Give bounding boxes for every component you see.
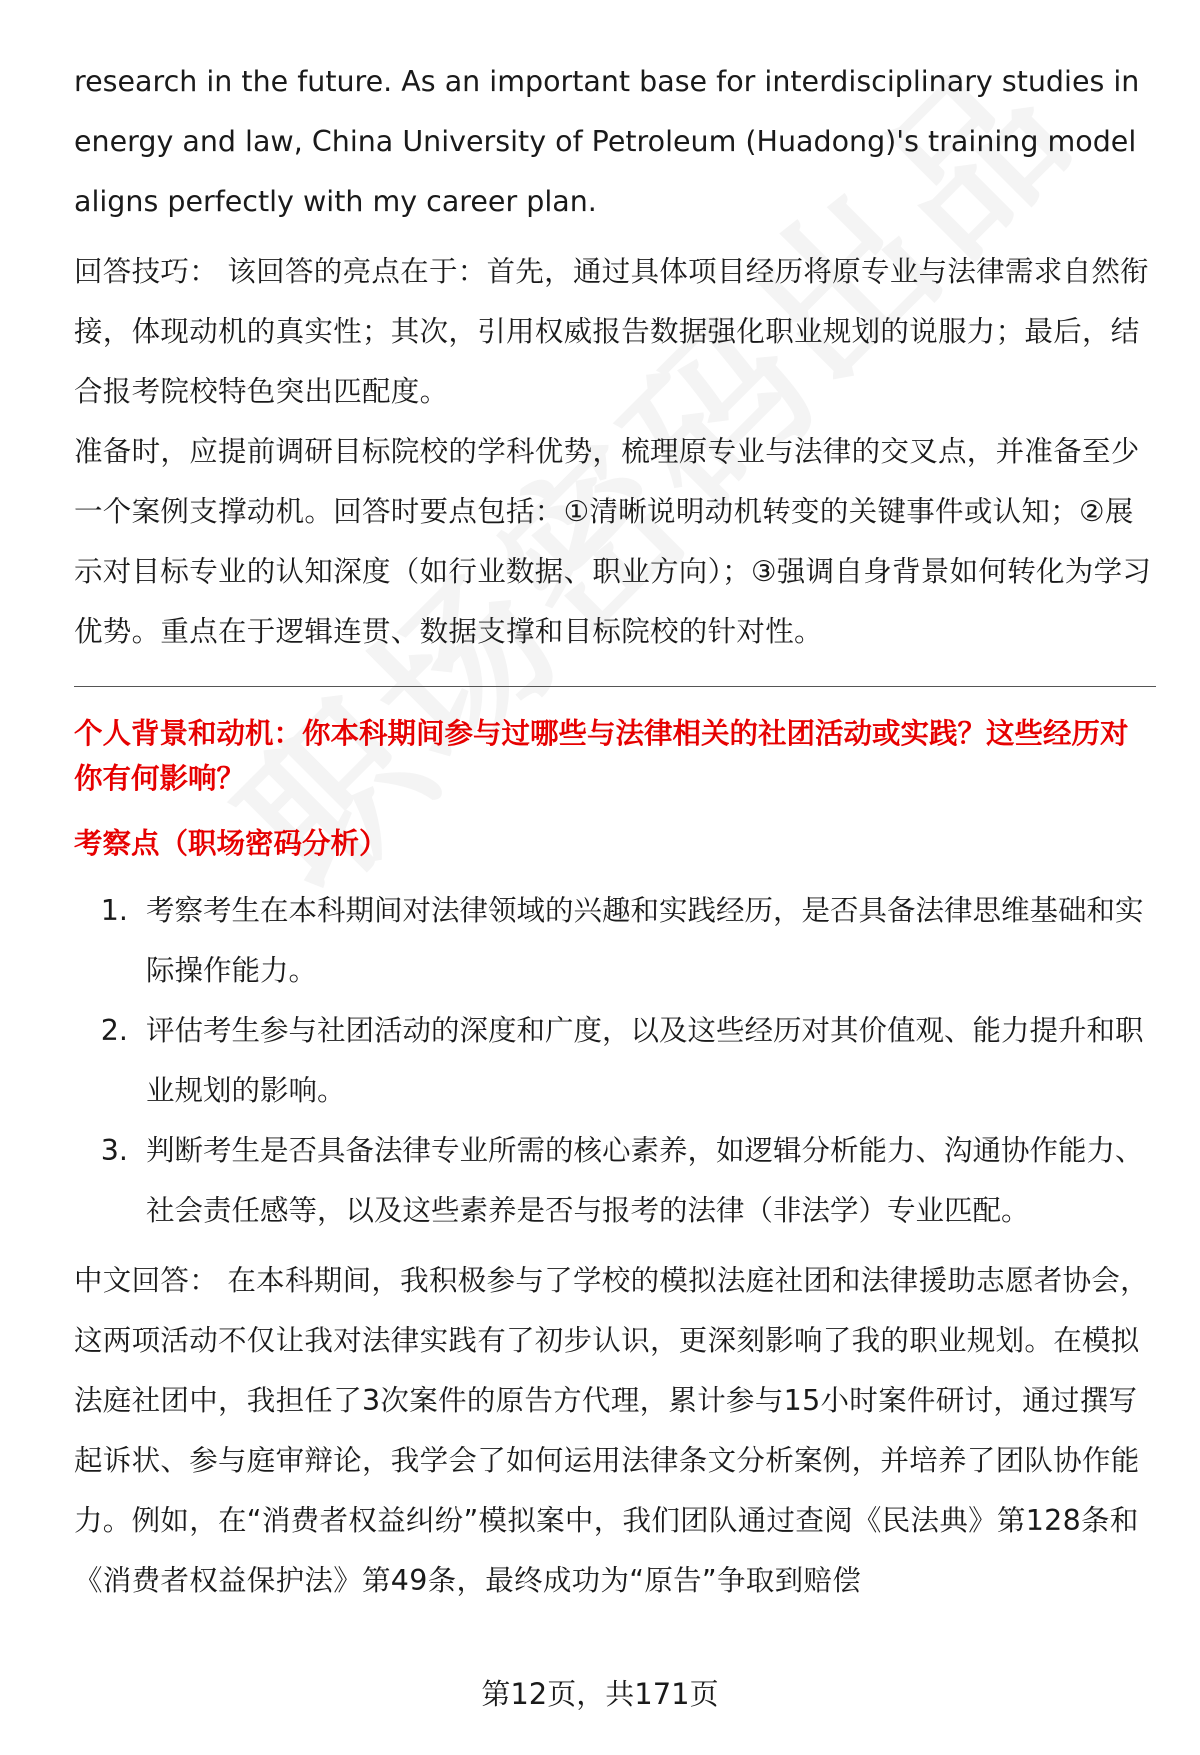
list-item-number: 1. xyxy=(100,894,128,927)
list-item-text: 评估考生参与社团活动的深度和广度，以及这些经历对其价值观、能力提升和职业规划的影响。 xyxy=(146,1014,1144,1107)
list-item-number: 2. xyxy=(100,1014,128,1047)
tips-paragraph xyxy=(74,242,1156,422)
section-divider xyxy=(74,686,1156,687)
list-item xyxy=(74,1001,1156,1121)
page-footer: 第12页，共171页 xyxy=(481,1677,719,1711)
list-item xyxy=(74,881,1156,1001)
list-item-text: 判断考生是否具备法律专业所需的核心素养，如逻辑分析能力、沟通协作能力、社会责任感等，以及这些素养是否与报考的法律（非法学）专业匹配。 xyxy=(146,1134,1144,1227)
list-item-text: 考察考生在本科期间对法律领域的兴趣和实践经历，是否具备法律思维基础和实际操作能力。 xyxy=(146,894,1144,987)
question-heading: 个人背景和动机：你本科期间参与过哪些与法律相关的社团活动或实践？这些经历对你有何影响？ xyxy=(74,717,1129,795)
answer-text: 在本科期间，我积极参与了学校的模拟法庭社团和法律援助志愿者协会，这两项活动不仅让我对法律实践有了初步认识，更深刻影响了我的职业规划。在模拟法庭社团中，我担任了3次案件的原告方代理，累计参与15小时案件研讨，通过撰写起诉状、参与庭审辩论，我学会了如何运用法律条文分析案例，并培养了团队协作能力。例如，在“消费者权益纠纷”模拟案中，我们团队通过查阅《民法典》第128条和《消费者权益保护法》第49条，最终成功为“原告”争取到赔偿 xyxy=(74,1264,1149,1597)
tips-label: 回答技巧： xyxy=(74,255,219,288)
intro-english-paragraph: research in the future. As an important base for interdisciplinary studies in energy and law, China University of Petroleum (Huadong)'s training model aligns perfectly with my career plan. xyxy=(74,65,1140,218)
exam-points-title: 考察点（职场密码分析） xyxy=(74,827,388,860)
list-item-number: 3. xyxy=(100,1134,128,1167)
exam-points-list xyxy=(74,881,1156,1241)
prep-paragraph: 准备时，应提前调研目标院校的学科优势，梳理原专业与法律的交叉点，并准备至少一个案例支撑动机。回答时要点包括：①清晰说明动机转变的关键事件或认知；②展示对目标专业的认知深度（如行业数据、职业方向）；③强调自身背景如何转化为学习优势。重点在于逻辑连贯、数据支撑和目标院校的针对性。 xyxy=(74,435,1152,648)
document-body xyxy=(74,52,1156,1611)
answer-label: 中文回答： xyxy=(74,1264,219,1297)
tips-text: 该回答的亮点在于：首先，通过具体项目经历将原专业与法律需求自然衔接，体现动机的真实性；其次，引用权威报告数据强化职业规划的说服力；最后，结合报考院校特色突出匹配度。 xyxy=(74,255,1149,408)
list-item xyxy=(74,1121,1156,1241)
answer-paragraph xyxy=(74,1251,1156,1611)
